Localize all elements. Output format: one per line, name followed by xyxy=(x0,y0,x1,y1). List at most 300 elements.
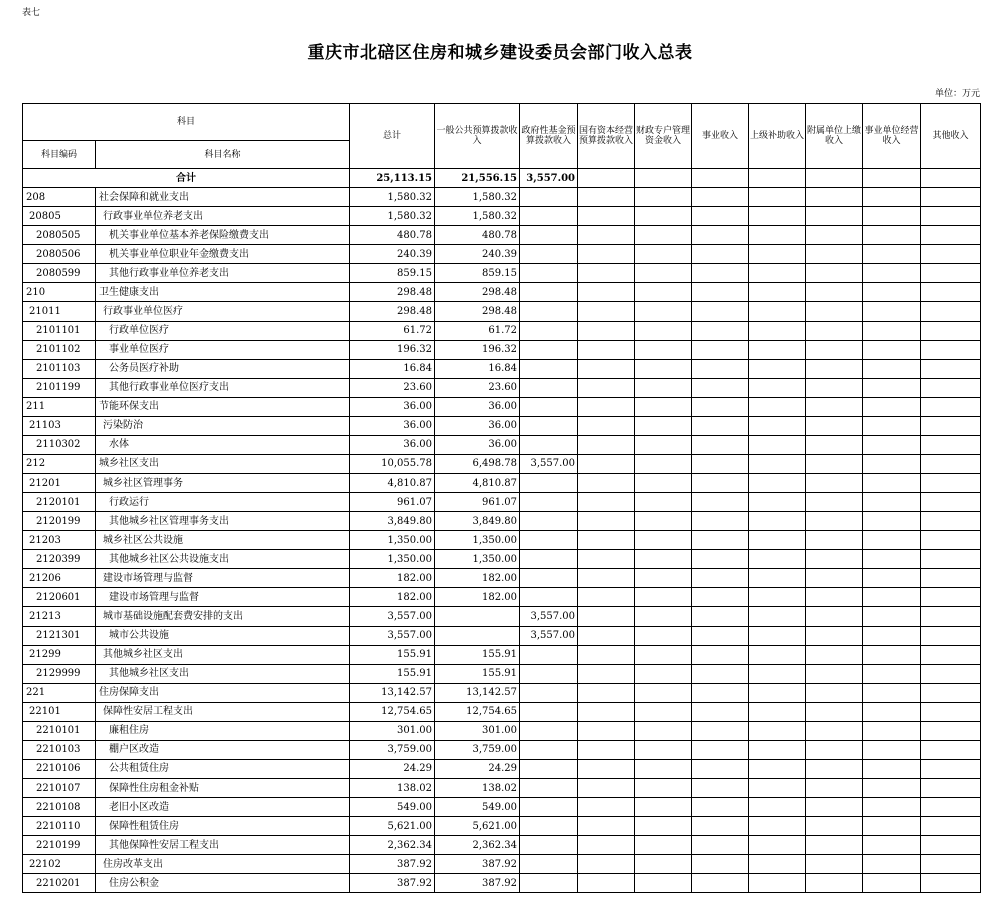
empty-cell xyxy=(578,302,635,321)
empty-cell xyxy=(749,588,806,607)
empty-cell xyxy=(578,207,635,226)
empty-cell xyxy=(692,188,749,207)
empty-cell xyxy=(635,645,692,664)
empty-cell xyxy=(921,779,981,798)
table-row xyxy=(23,550,981,569)
empty-cell xyxy=(806,264,863,283)
general-budget-value: 480.78 xyxy=(435,226,520,245)
table-row xyxy=(23,874,981,893)
empty-cell xyxy=(921,683,981,702)
empty-cell xyxy=(578,836,635,855)
empty-cell xyxy=(921,855,981,874)
total-value: 36.00 xyxy=(350,397,435,416)
empty-cell xyxy=(806,683,863,702)
table-row xyxy=(23,226,981,245)
subject-code: 22102 xyxy=(23,855,96,874)
total-value: 298.48 xyxy=(350,302,435,321)
empty-cell xyxy=(578,550,635,569)
empty-cell xyxy=(749,245,806,264)
empty-cell xyxy=(692,683,749,702)
total-value: 196.32 xyxy=(350,340,435,359)
general-budget-value: 1,350.00 xyxy=(435,531,520,550)
table-row xyxy=(23,817,981,836)
empty-cell xyxy=(635,874,692,893)
subject-name: 机关事业单位职业年金缴费支出 xyxy=(96,245,350,264)
empty-cell xyxy=(578,645,635,664)
subject-code: 208 xyxy=(23,188,96,207)
empty-cell xyxy=(806,817,863,836)
empty-cell xyxy=(863,855,921,874)
empty-cell xyxy=(749,759,806,778)
subject-name: 保障性住房租金补贴 xyxy=(96,779,350,798)
gov-fund-value xyxy=(520,397,578,416)
table-row xyxy=(23,683,981,702)
empty-cell xyxy=(692,531,749,550)
empty-cell xyxy=(921,474,981,493)
subject-code: 21206 xyxy=(23,569,96,588)
general-budget-value: 196.32 xyxy=(435,340,520,359)
subject-name: 城市基础设施配套费安排的支出 xyxy=(96,607,350,626)
general-budget-value: 24.29 xyxy=(435,759,520,778)
subject-code: 2120101 xyxy=(23,493,96,512)
empty-cell xyxy=(749,645,806,664)
empty-cell xyxy=(806,645,863,664)
subject-name: 城乡社区公共设施 xyxy=(96,531,350,550)
gov-fund-value xyxy=(520,188,578,207)
subject-name: 城乡社区支出 xyxy=(96,454,350,473)
empty-cell xyxy=(863,512,921,531)
gov-fund-value xyxy=(520,645,578,664)
empty-cell xyxy=(692,321,749,340)
empty-cell xyxy=(578,264,635,283)
total-value: 13,142.57 xyxy=(350,683,435,702)
empty-cell xyxy=(863,550,921,569)
total-value: 4,810.87 xyxy=(350,474,435,493)
empty-cell xyxy=(806,397,863,416)
empty-cell xyxy=(749,607,806,626)
empty-cell xyxy=(863,569,921,588)
total-value: 859.15 xyxy=(350,264,435,283)
subject-code: 2210106 xyxy=(23,759,96,778)
table-row xyxy=(23,626,981,645)
total-value: 16.84 xyxy=(350,359,435,378)
header-fund: 政府性基金预算拨款收入 xyxy=(520,104,578,169)
empty-cell xyxy=(578,245,635,264)
empty-cell xyxy=(921,759,981,778)
subject-code: 20805 xyxy=(23,207,96,226)
subject-code: 2210101 xyxy=(23,721,96,740)
gov-fund-value xyxy=(520,226,578,245)
empty-cell xyxy=(692,569,749,588)
total-value: 3,759.00 xyxy=(350,740,435,759)
empty-cell xyxy=(692,397,749,416)
table-row xyxy=(23,836,981,855)
gov-fund-value xyxy=(520,531,578,550)
total-general: 21,556.15 xyxy=(435,169,520,188)
total-value: 1,580.32 xyxy=(350,207,435,226)
subject-code: 2210199 xyxy=(23,836,96,855)
empty-cell xyxy=(635,378,692,397)
table-header xyxy=(23,104,981,169)
general-budget-value: 155.91 xyxy=(435,645,520,664)
general-budget-value: 61.72 xyxy=(435,321,520,340)
table-row xyxy=(23,283,981,302)
empty-cell xyxy=(692,817,749,836)
empty-cell xyxy=(863,397,921,416)
empty-cell xyxy=(635,359,692,378)
subject-code: 22101 xyxy=(23,702,96,721)
empty-cell xyxy=(806,550,863,569)
empty-cell xyxy=(635,569,692,588)
empty-cell xyxy=(806,626,863,645)
empty-cell xyxy=(806,454,863,473)
empty-cell xyxy=(749,702,806,721)
gov-fund-value xyxy=(520,493,578,512)
subject-code: 212 xyxy=(23,454,96,473)
header-total: 总计 xyxy=(350,104,435,169)
subject-code: 2210201 xyxy=(23,874,96,893)
empty-cell xyxy=(921,817,981,836)
empty-cell xyxy=(806,588,863,607)
subject-name: 廉租住房 xyxy=(96,721,350,740)
table-row xyxy=(23,493,981,512)
income-table xyxy=(22,103,981,893)
empty-cell xyxy=(578,283,635,302)
subject-name: 污染防治 xyxy=(96,416,350,435)
empty-cell xyxy=(806,474,863,493)
empty-cell xyxy=(635,721,692,740)
total-value: 961.07 xyxy=(350,493,435,512)
empty-cell xyxy=(749,474,806,493)
general-budget-value: 182.00 xyxy=(435,569,520,588)
empty-cell xyxy=(749,359,806,378)
total-value: 155.91 xyxy=(350,645,435,664)
gov-fund-value xyxy=(520,512,578,531)
empty-cell xyxy=(635,226,692,245)
empty-cell xyxy=(692,645,749,664)
empty-cell xyxy=(692,512,749,531)
empty-cell xyxy=(635,435,692,454)
subject-code: 211 xyxy=(23,397,96,416)
empty-cell xyxy=(692,836,749,855)
subject-name: 其他城乡社区管理事务支出 xyxy=(96,512,350,531)
general-budget-value: 5,621.00 xyxy=(435,817,520,836)
general-budget-value: 36.00 xyxy=(435,397,520,416)
subject-code: 2101103 xyxy=(23,359,96,378)
empty-cell xyxy=(863,626,921,645)
total-value: 12,754.65 xyxy=(350,702,435,721)
empty-cell xyxy=(806,207,863,226)
empty-cell xyxy=(806,283,863,302)
total-value: 301.00 xyxy=(350,721,435,740)
empty-cell xyxy=(921,359,981,378)
empty-cell xyxy=(578,702,635,721)
page-title: 重庆市北碚区住房和城乡建设委员会部门收入总表 xyxy=(307,43,693,63)
total-value: 23.60 xyxy=(350,378,435,397)
empty-cell xyxy=(921,645,981,664)
empty-cell xyxy=(635,740,692,759)
total-value: 2,362.34 xyxy=(350,836,435,855)
subject-code: 21299 xyxy=(23,645,96,664)
empty-cell xyxy=(806,740,863,759)
empty-cell xyxy=(578,626,635,645)
table-row xyxy=(23,855,981,874)
empty-cell xyxy=(921,188,981,207)
subject-code: 21203 xyxy=(23,531,96,550)
empty-cell xyxy=(863,245,921,264)
table-row xyxy=(23,321,981,340)
empty-cell xyxy=(578,721,635,740)
empty-cell xyxy=(635,855,692,874)
subject-code: 2080506 xyxy=(23,245,96,264)
empty-cell xyxy=(806,855,863,874)
subject-name: 事业单位医疗 xyxy=(96,340,350,359)
gov-fund-value xyxy=(520,569,578,588)
total-value: 298.48 xyxy=(350,283,435,302)
empty-cell xyxy=(692,474,749,493)
subject-code: 2080599 xyxy=(23,264,96,283)
empty-cell xyxy=(692,740,749,759)
empty-cell xyxy=(635,302,692,321)
empty-cell xyxy=(806,702,863,721)
empty-cell xyxy=(921,207,981,226)
empty-cell xyxy=(749,531,806,550)
empty-cell xyxy=(635,550,692,569)
empty-cell xyxy=(806,226,863,245)
empty-cell xyxy=(863,493,921,512)
empty-cell xyxy=(635,588,692,607)
empty-cell xyxy=(749,817,806,836)
subject-code: 210 xyxy=(23,283,96,302)
empty-cell xyxy=(921,588,981,607)
empty-cell xyxy=(749,207,806,226)
general-budget-value: 549.00 xyxy=(435,798,520,817)
empty-cell xyxy=(921,283,981,302)
empty-cell xyxy=(806,664,863,683)
empty-cell xyxy=(692,226,749,245)
empty-cell xyxy=(692,759,749,778)
empty-cell xyxy=(921,836,981,855)
empty-cell xyxy=(863,702,921,721)
empty-cell xyxy=(921,721,981,740)
general-budget-value: 298.48 xyxy=(435,302,520,321)
general-budget-value: 1,580.32 xyxy=(435,207,520,226)
empty-cell xyxy=(635,340,692,359)
empty-cell xyxy=(921,874,981,893)
empty-cell xyxy=(863,207,921,226)
empty-cell xyxy=(863,226,921,245)
empty-cell xyxy=(635,416,692,435)
empty-cell xyxy=(635,493,692,512)
empty-cell xyxy=(863,283,921,302)
gov-fund-value xyxy=(520,283,578,302)
gov-fund-value xyxy=(520,378,578,397)
empty-cell xyxy=(635,321,692,340)
total-value: 387.92 xyxy=(350,855,435,874)
empty-cell xyxy=(863,721,921,740)
empty-cell xyxy=(635,683,692,702)
general-budget-value: 36.00 xyxy=(435,416,520,435)
general-budget-value: 301.00 xyxy=(435,721,520,740)
empty-cell xyxy=(578,740,635,759)
empty-cell xyxy=(863,645,921,664)
empty-cell xyxy=(806,531,863,550)
empty-cell xyxy=(692,493,749,512)
empty-cell xyxy=(578,378,635,397)
table-row xyxy=(23,702,981,721)
subject-name: 其他行政事业单位养老支出 xyxy=(96,264,350,283)
empty-cell xyxy=(692,207,749,226)
empty-cell xyxy=(692,454,749,473)
subject-code: 2121301 xyxy=(23,626,96,645)
empty-cell xyxy=(749,683,806,702)
empty-cell xyxy=(806,569,863,588)
table-row xyxy=(23,416,981,435)
subject-name: 其他城乡社区支出 xyxy=(96,664,350,683)
gov-fund-value xyxy=(520,359,578,378)
empty-cell xyxy=(749,855,806,874)
total-value: 10,055.78 xyxy=(350,454,435,473)
subject-name: 公务员医疗补助 xyxy=(96,359,350,378)
empty-cell xyxy=(806,836,863,855)
total-value: 3,557.00 xyxy=(350,607,435,626)
empty-cell xyxy=(863,817,921,836)
empty-cell xyxy=(806,245,863,264)
total-value: 182.00 xyxy=(350,569,435,588)
empty-cell xyxy=(749,798,806,817)
subject-code: 2101199 xyxy=(23,378,96,397)
subject-name: 行政运行 xyxy=(96,493,350,512)
empty-cell xyxy=(863,359,921,378)
empty-cell xyxy=(921,550,981,569)
header-operating: 事业单位经营收入 xyxy=(863,104,921,169)
table-row xyxy=(23,245,981,264)
total-value: 36.00 xyxy=(350,435,435,454)
subject-code: 21011 xyxy=(23,302,96,321)
empty-cell xyxy=(749,454,806,473)
header-code: 科目编码 xyxy=(23,141,96,169)
subject-name: 建设市场管理与监督 xyxy=(96,569,350,588)
total-value: 182.00 xyxy=(350,588,435,607)
table-row xyxy=(23,512,981,531)
header-other: 其他收入 xyxy=(921,104,981,169)
empty-cell xyxy=(749,626,806,645)
empty-cell xyxy=(635,779,692,798)
empty-cell xyxy=(921,378,981,397)
total-fund: 3,557.00 xyxy=(520,169,578,188)
total-value: 155.91 xyxy=(350,664,435,683)
subject-name: 建设市场管理与监督 xyxy=(96,588,350,607)
empty-cell xyxy=(578,454,635,473)
total-value: 1,350.00 xyxy=(350,531,435,550)
empty-cell xyxy=(578,416,635,435)
total-value: 36.00 xyxy=(350,416,435,435)
empty-cell xyxy=(692,798,749,817)
empty-cell xyxy=(863,683,921,702)
table-row xyxy=(23,645,981,664)
header-subject: 科目 xyxy=(23,104,350,141)
subject-name: 棚户区改造 xyxy=(96,740,350,759)
empty-cell xyxy=(863,607,921,626)
empty-cell xyxy=(635,245,692,264)
empty-cell xyxy=(635,454,692,473)
gov-fund-value xyxy=(520,245,578,264)
table-row xyxy=(23,378,981,397)
general-budget-value: 1,350.00 xyxy=(435,550,520,569)
empty-cell xyxy=(863,664,921,683)
table-row xyxy=(23,721,981,740)
gov-fund-value xyxy=(520,759,578,778)
empty-cell xyxy=(578,759,635,778)
empty-cell xyxy=(749,550,806,569)
empty-cell xyxy=(863,531,921,550)
empty-cell xyxy=(921,740,981,759)
empty-cell xyxy=(692,721,749,740)
empty-cell xyxy=(692,855,749,874)
total-value: 138.02 xyxy=(350,779,435,798)
empty-cell xyxy=(635,798,692,817)
empty-cell xyxy=(749,721,806,740)
empty-cell xyxy=(863,759,921,778)
empty-cell xyxy=(578,359,635,378)
empty-cell xyxy=(749,416,806,435)
empty-cell xyxy=(578,798,635,817)
table-row xyxy=(23,569,981,588)
header-subsidy: 上级补助收入 xyxy=(749,104,806,169)
gov-fund-value xyxy=(520,416,578,435)
general-budget-value: 298.48 xyxy=(435,283,520,302)
total-value: 24.29 xyxy=(350,759,435,778)
general-budget-value: 387.92 xyxy=(435,874,520,893)
gov-fund-value: 3,557.00 xyxy=(520,626,578,645)
subject-name: 公共租赁住房 xyxy=(96,759,350,778)
empty-cell xyxy=(635,664,692,683)
gov-fund-value xyxy=(520,302,578,321)
header-state-capital: 国有资本经营预算拨款收入 xyxy=(578,104,635,169)
empty-cell xyxy=(692,416,749,435)
empty-cell xyxy=(749,264,806,283)
total-value: 240.39 xyxy=(350,245,435,264)
subject-name: 其他城乡社区支出 xyxy=(96,645,350,664)
subject-name: 住房保障支出 xyxy=(96,683,350,702)
total-value: 480.78 xyxy=(350,226,435,245)
empty-cell xyxy=(921,512,981,531)
general-budget-value: 1,580.32 xyxy=(435,188,520,207)
subject-name: 保障性租赁住房 xyxy=(96,817,350,836)
table-row xyxy=(23,302,981,321)
empty-cell xyxy=(578,321,635,340)
empty-cell xyxy=(578,874,635,893)
empty-cell xyxy=(635,759,692,778)
gov-fund-value: 3,557.00 xyxy=(520,454,578,473)
empty-cell xyxy=(749,664,806,683)
empty-cell xyxy=(806,607,863,626)
header-special: 财政专户管理资金收入 xyxy=(635,104,692,169)
table-row xyxy=(23,607,981,626)
total-value: 549.00 xyxy=(350,798,435,817)
empty-cell xyxy=(921,454,981,473)
total-sum: 25,113.15 xyxy=(350,169,435,188)
table-row xyxy=(23,664,981,683)
empty-cell xyxy=(806,435,863,454)
empty-cell xyxy=(635,817,692,836)
empty-cell xyxy=(578,493,635,512)
empty-cell xyxy=(692,588,749,607)
subject-code: 2129999 xyxy=(23,664,96,683)
empty-cell xyxy=(578,683,635,702)
empty-cell xyxy=(863,340,921,359)
total-value: 3,557.00 xyxy=(350,626,435,645)
